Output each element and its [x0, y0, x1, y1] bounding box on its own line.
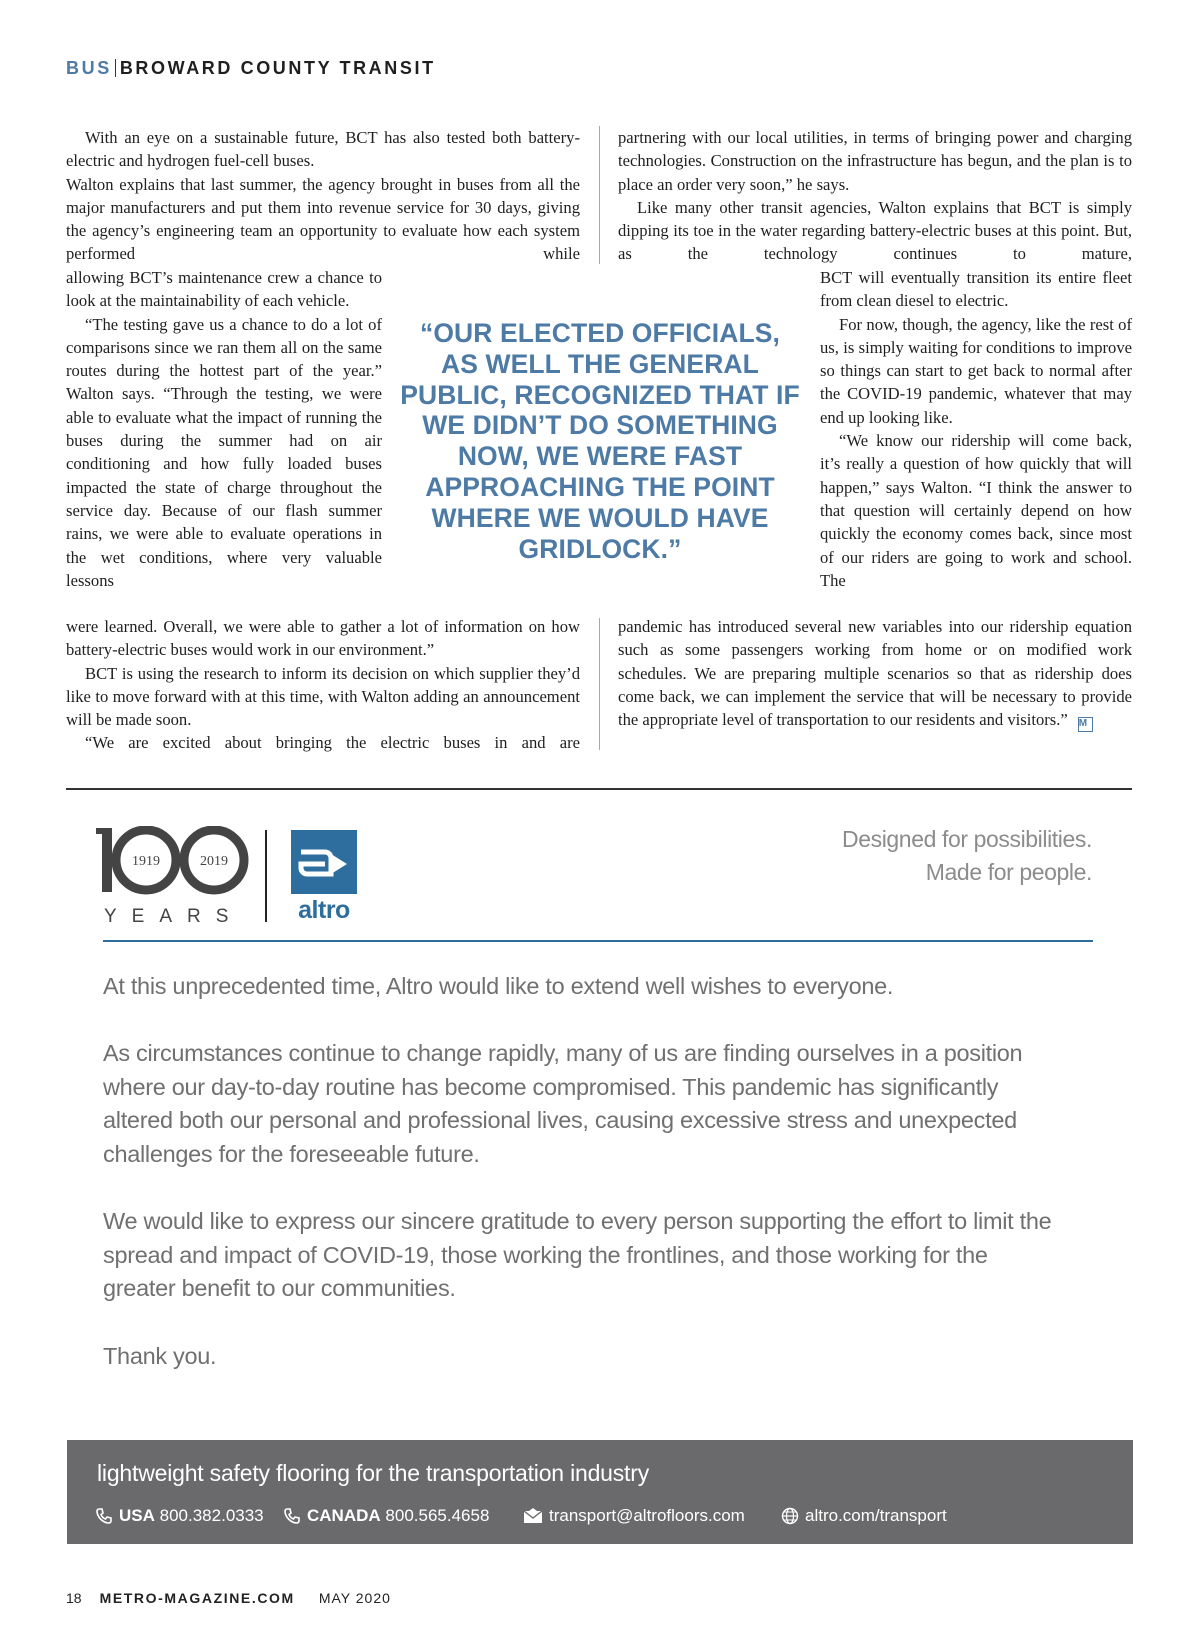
paragraph: BCT will eventually transition its entire fleet from clean diesel to electric.	[820, 268, 1132, 311]
globe-icon	[781, 1507, 799, 1525]
tagline-line-1: Designed for possibilities.	[842, 826, 1092, 852]
article-column-left-mid	[66, 266, 382, 592]
phone-icon	[283, 1507, 301, 1525]
pull-quote: “OUR ELECTED OFFICIALS, AS WELL THE GENERAL PUBLIC, RECOGNIZED THAT IF WE DIDN’T DO SOMETHING NOW, WE WERE FAST APPROACHING THE POINT WHERE WE WOULD HAVE GRIDLOCK.”	[400, 318, 800, 564]
article-column-right-bottom	[618, 615, 1132, 732]
year-start: 1919	[132, 854, 160, 869]
envelope-icon	[523, 1508, 543, 1524]
website-link[interactable]	[781, 1506, 947, 1526]
ad-tagline	[842, 823, 1092, 889]
altro-logo	[291, 830, 357, 924]
paragraph: BCT is using the research to inform its decision on which supplier they’d like to move forward with at this time, with Walton adding an announcement will be made soon.	[66, 663, 580, 730]
page-footer	[66, 1590, 391, 1606]
paragraph	[618, 615, 1132, 732]
header-divider	[115, 59, 116, 77]
altro-wordmark: altro	[298, 896, 350, 924]
paragraph: With an eye on a sustainable future, BCT has also tested both battery-electric and hydrogen fuel-cell buses.	[66, 128, 580, 171]
ad-divider	[103, 940, 1093, 942]
contact-banner	[67, 1440, 1133, 1544]
ad-paragraph: As circumstances continue to change rapidly, many of us are finding ourselves in a position where our day-to-day routine has become compromised. This pandemic has significantly altered both our personal and professional lives, causing excessive stress and unexpected challenges for the foreseeable future.	[103, 1040, 1023, 1167]
altro-mark-icon	[291, 830, 357, 894]
column-divider	[599, 618, 600, 750]
ad-paragraph: At this unprecedented time, Altro would like to extend well wishes to everyone.	[103, 973, 894, 999]
closing-text: pandemic has introduced several new variables into our ridership equation such as some passengers working from home or on modified work schedules. We are preparing multiple scenarios so that as ridership does come back, we can implement the service that will be necessary to provide the appropriate level of transportation to our residents and visitors.”	[618, 617, 1132, 730]
paragraph: allowing BCT’s maintenance crew a chance to look at the maintainability of each vehicle.	[66, 268, 382, 311]
article-column-right-mid	[820, 266, 1132, 592]
paragraph: “We know our ridership will come back, it’s really a question of how quickly that will happen,” says Walton. “I think the answer to that question will certainly depend on how quickly the economy comes back, since most of our riders are going to work and school. The	[820, 431, 1132, 590]
magazine-name: METRO-MAGAZINE.COM	[99, 1590, 295, 1606]
email-link[interactable]	[523, 1506, 745, 1526]
section-label: BUS	[66, 58, 112, 78]
section-header	[66, 58, 436, 79]
hundred-years-logo-icon	[94, 826, 264, 926]
ad-paragraph: Thank you.	[103, 1342, 217, 1369]
column-divider	[599, 126, 600, 264]
usa-label: USA	[119, 1506, 155, 1525]
issue-date: MAY 2020	[318, 1590, 391, 1606]
section-divider	[66, 788, 1132, 790]
canada-phone: 800.565.4658	[385, 1506, 490, 1525]
website-url: altro.com/transport	[805, 1506, 947, 1525]
centennial-logo	[94, 826, 264, 926]
logo-divider	[265, 830, 267, 922]
usa-phone: 800.382.0333	[159, 1506, 264, 1525]
paragraph: “The testing gave us a chance to do a lot of comparisons since we ran them all on the same routes during the hottest part of the year.” Walton says. “Through the testing, we were able to evaluate what the impact of running the buses during the summer had on air conditioning and how fully loaded buses impacted the state of charge throughout the service day. Because of our flash summer rains, we were able to evaluate operations in the wet conditions, where very valuable lessons	[66, 314, 382, 590]
usa-phone-link[interactable]	[95, 1506, 264, 1526]
article-column-left-top	[66, 126, 580, 266]
paragraph: “We are excited about bringing the electric buses in and are	[85, 733, 580, 753]
article-title: BROWARD COUNTY TRANSIT	[119, 58, 436, 78]
years-label: YEARS	[104, 906, 244, 926]
paragraph: partnering with our local utilities, in terms of bringing power and charging technologies. Construction on the infrastructure has begun, and the plan is to place an order very soon,” he says.	[618, 128, 1132, 194]
canada-label: CANADA	[307, 1506, 381, 1525]
article-column-left-bottom	[66, 615, 580, 755]
paragraph: Walton explains that last summer, the agency brought in buses from all the major manufacturers and put them into revenue service for 30 days, giving the agency’s engineering team an opportunity to evaluate how each system performed while	[66, 174, 580, 264]
ad-paragraph: We would like to express our sincere gratitude to every person supporting the effort to limit the spread and impact of COVID-19, those working the frontlines, and those working for the greater benefit to our communities.	[103, 1208, 1052, 1302]
phone-icon	[95, 1507, 113, 1525]
canada-phone-link[interactable]	[283, 1506, 489, 1526]
end-mark-icon: M	[1078, 717, 1093, 732]
tagline-line-2: Made for people.	[925, 859, 1092, 885]
banner-title: lightweight safety flooring for the transportation industry	[97, 1460, 650, 1486]
article-column-right-top	[618, 126, 1132, 266]
page-number: 18	[66, 1590, 82, 1606]
paragraph: Like many other transit agencies, Walton explains that BCT is simply dipping its toe in the water regarding battery-electric buses at this point. But, as the technology continues to mature,	[618, 197, 1132, 264]
year-end: 2019	[200, 854, 228, 869]
paragraph: were learned. Overall, we were able to gather a lot of information on how battery-electric buses would work in our environment.”	[66, 617, 580, 660]
paragraph: For now, though, the agency, like the rest of us, is simply waiting for conditions to improve so things can start to get back to normal after the COVID-19 pandemic, whatever that may end up looking like.	[820, 314, 1132, 427]
ad-message	[103, 970, 1063, 1407]
email-address: transport@altrofloors.com	[549, 1506, 745, 1525]
